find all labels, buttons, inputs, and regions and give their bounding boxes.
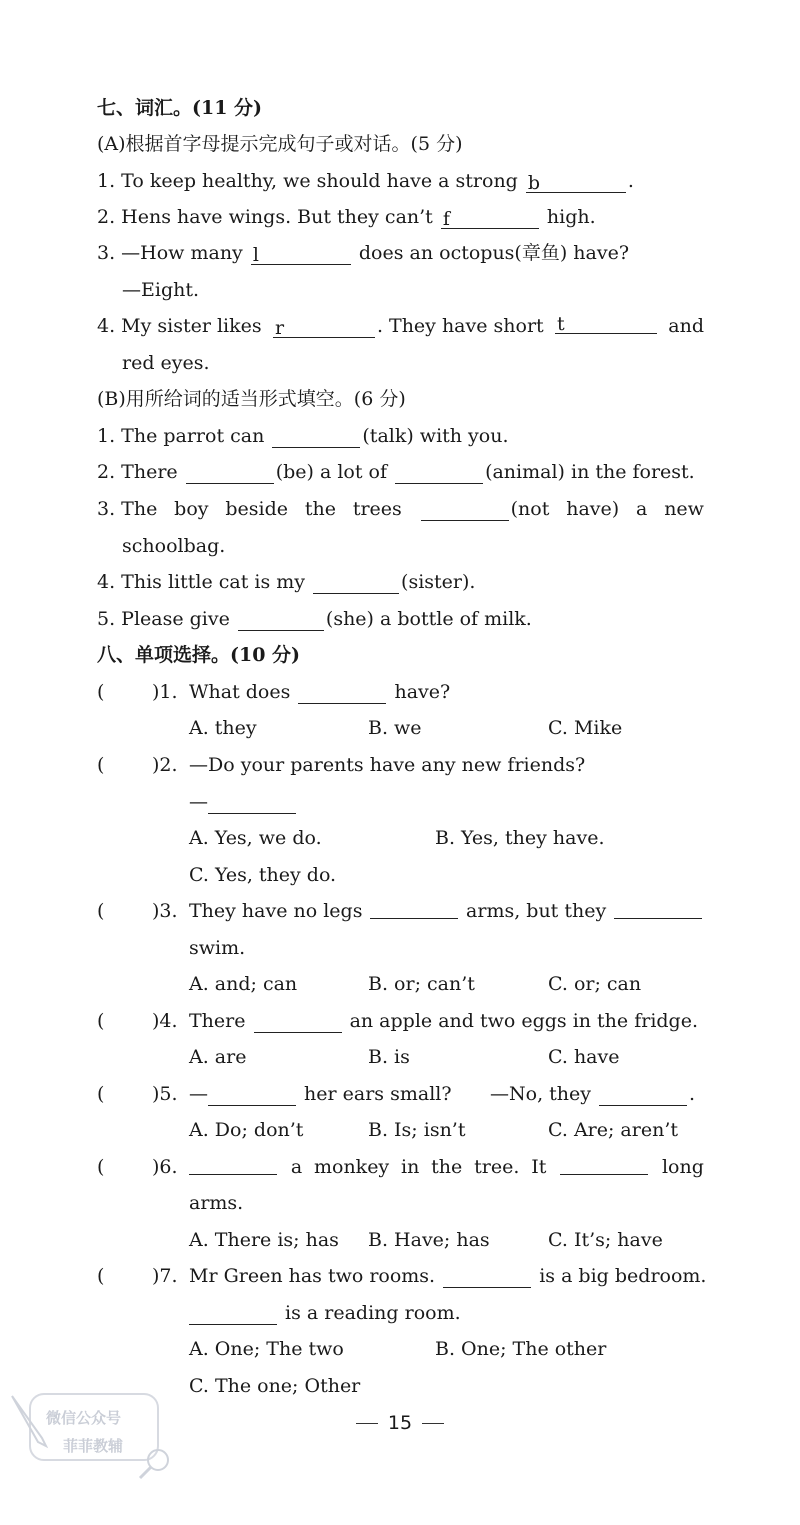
option-a[interactable]: A. There is; has bbox=[189, 1229, 339, 1251]
mc-q7-stem: Mr Green has two rooms. is a big bedroom. bbox=[189, 1265, 707, 1287]
divider bbox=[422, 1423, 444, 1424]
option-b[interactable]: B. we bbox=[368, 717, 422, 739]
mc-q4-stem: There an apple and two eggs in the fridge. bbox=[189, 1010, 699, 1032]
option-a[interactable]: A. and; can bbox=[189, 973, 298, 995]
answer-blank[interactable] bbox=[298, 684, 386, 704]
option-a[interactable]: A. are bbox=[189, 1046, 247, 1068]
answer-paren[interactable]: ( bbox=[97, 900, 105, 922]
vocab-a-q2: 2. Hens have wings. But they can’t f high. bbox=[97, 206, 596, 230]
vocab-a-q4-cont: red eyes. bbox=[122, 352, 210, 374]
option-c[interactable]: C. Are; aren’t bbox=[548, 1119, 678, 1141]
mc-q6-stem: a monkey in the tree. It long bbox=[189, 1155, 704, 1179]
answer-blank[interactable] bbox=[421, 501, 509, 521]
option-a[interactable]: A. Yes, we do. bbox=[189, 827, 322, 849]
vocab-b-q4: 4. This little cat is my (sister). bbox=[97, 571, 476, 593]
question-number: )2. bbox=[152, 754, 178, 776]
answer-blank[interactable] bbox=[370, 899, 458, 919]
mc-q6-cont: arms. bbox=[189, 1192, 244, 1214]
answer-blank[interactable] bbox=[238, 611, 324, 631]
page-number: 15 bbox=[340, 1410, 460, 1436]
option-b[interactable]: B. Have; has bbox=[368, 1229, 490, 1251]
answer-paren[interactable]: ( bbox=[97, 681, 105, 703]
watermark-line-2: 菲菲教辅 bbox=[63, 1437, 124, 1455]
question-number: )7. bbox=[152, 1265, 178, 1287]
mc-q3-stem: They have no legs arms, but they bbox=[189, 899, 704, 923]
option-b[interactable]: B. or; can’t bbox=[368, 973, 475, 995]
answer-blank[interactable] bbox=[560, 1155, 648, 1175]
answer-blank[interactable] bbox=[254, 1013, 342, 1033]
watermark-line-1: 微信公众号 bbox=[46, 1409, 122, 1427]
option-c[interactable]: C. Mike bbox=[548, 717, 623, 739]
vocab-a-q4: 4. My sister likes r . They have short t and bbox=[97, 313, 704, 339]
question-number: )5. bbox=[152, 1083, 178, 1105]
option-c[interactable]: C. The one; Other bbox=[189, 1375, 361, 1397]
option-b[interactable]: B. One; The other bbox=[435, 1338, 607, 1360]
question-number: )1. bbox=[152, 681, 178, 703]
mc-q3-cont: swim. bbox=[189, 937, 246, 959]
vocab-b-q3-cont: schoolbag. bbox=[122, 535, 226, 557]
question-number: )3. bbox=[152, 900, 178, 922]
mc-q7-cont: is a reading room. bbox=[189, 1301, 461, 1325]
vocab-b-q5: 5. Please give (she) a bottle of milk. bbox=[97, 608, 532, 630]
vocab-b-q2: 2. There (be) a lot of (animal) in the forest. bbox=[97, 461, 695, 483]
mc-q2-reply: — bbox=[189, 790, 298, 814]
vocab-a-q3-answer: —Eight. bbox=[122, 279, 200, 301]
mc-q2-stem: —Do your parents have any new friends? bbox=[189, 754, 586, 776]
answer-paren[interactable]: ( bbox=[97, 1010, 105, 1032]
answer-blank[interactable] bbox=[186, 464, 274, 484]
divider bbox=[356, 1423, 378, 1424]
answer-blank[interactable] bbox=[208, 1086, 296, 1106]
question-number: )6. bbox=[152, 1156, 178, 1178]
answer-paren[interactable]: ( bbox=[97, 1083, 105, 1105]
answer-blank[interactable] bbox=[599, 1086, 687, 1106]
answer-blank[interactable]: b bbox=[526, 173, 626, 193]
vocab-b-q1: 1. The parrot can (talk) with you. bbox=[97, 425, 509, 447]
answer-blank[interactable]: r bbox=[273, 318, 375, 338]
mc-q5-stem: — her ears small? bbox=[189, 1083, 452, 1105]
part-a-title: (A)根据首字母提示完成句子或对话。(5 分) bbox=[97, 133, 463, 155]
answer-blank[interactable] bbox=[443, 1268, 531, 1288]
answer-paren[interactable]: ( bbox=[97, 1156, 105, 1178]
answer-blank[interactable] bbox=[272, 428, 360, 448]
option-b[interactable]: B. Yes, they have. bbox=[435, 827, 605, 849]
section-8-title: 八、单项选择。(10 分) bbox=[97, 644, 301, 666]
question-number: )4. bbox=[152, 1010, 178, 1032]
answer-blank[interactable]: t bbox=[555, 314, 657, 334]
option-c[interactable]: C. or; can bbox=[548, 973, 642, 995]
option-a[interactable]: A. Do; don’t bbox=[189, 1119, 304, 1141]
option-c[interactable]: C. Yes, they do. bbox=[189, 864, 337, 886]
answer-paren[interactable]: ( bbox=[97, 1265, 105, 1287]
answer-paren[interactable]: ( bbox=[97, 754, 105, 776]
answer-blank[interactable] bbox=[208, 794, 296, 814]
option-a[interactable]: A. One; The two bbox=[189, 1338, 344, 1360]
answer-blank[interactable] bbox=[614, 899, 702, 919]
mc-q1-stem: What does have? bbox=[189, 681, 451, 703]
section-7-title: 七、词汇。(11 分) bbox=[97, 97, 263, 119]
watermark bbox=[8, 1388, 173, 1480]
option-b[interactable]: B. Is; isn’t bbox=[368, 1119, 466, 1141]
option-c[interactable]: C. It’s; have bbox=[548, 1229, 663, 1251]
answer-blank[interactable] bbox=[395, 464, 483, 484]
vocab-b-q3: 3. The boy beside the trees (not have) a new bbox=[97, 498, 704, 520]
option-a[interactable]: A. they bbox=[189, 717, 257, 739]
answer-blank[interactable]: l bbox=[251, 245, 351, 265]
answer-blank[interactable] bbox=[313, 574, 399, 594]
pen-icon bbox=[8, 1388, 173, 1480]
answer-blank[interactable] bbox=[189, 1155, 277, 1175]
part-b-title: (B)用所给词的适当形式填空。(6 分) bbox=[97, 388, 406, 410]
vocab-a-q3: 3. —How many l does an octopus(章鱼) have? bbox=[97, 242, 630, 266]
option-c[interactable]: C. have bbox=[548, 1046, 620, 1068]
mc-q5-reply: —No, they . bbox=[490, 1083, 696, 1105]
vocab-a-q1: 1. To keep healthy, we should have a strong b . bbox=[97, 170, 634, 194]
answer-blank[interactable] bbox=[189, 1305, 277, 1325]
option-b[interactable]: B. is bbox=[368, 1046, 410, 1068]
answer-blank[interactable]: f bbox=[441, 209, 539, 229]
